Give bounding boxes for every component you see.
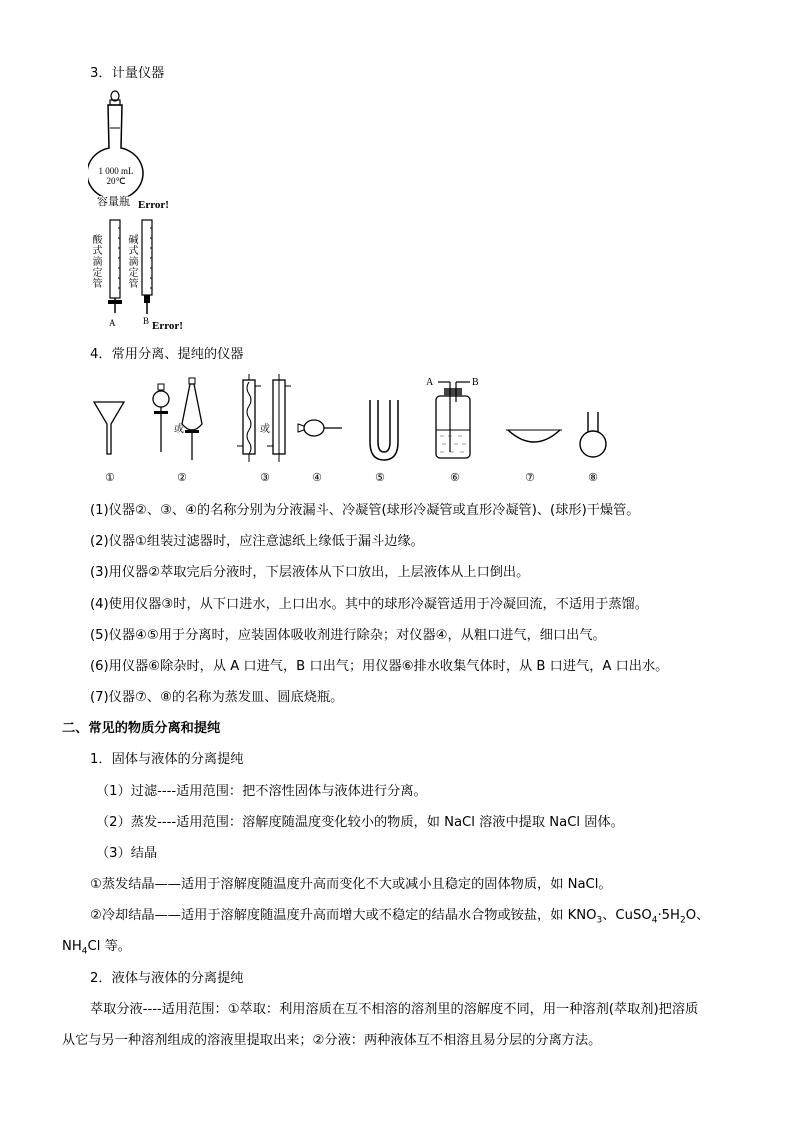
subsection-1-title: 1．固体与液体的分离提纯	[90, 752, 244, 767]
flask-temp-label: 20℃	[106, 176, 126, 186]
separation-apparatus-figure	[88, 374, 628, 466]
apparatus-number-5: ⑤	[375, 471, 385, 484]
item-5: (5)仪器④⑤用于分离时，应装固体吸收剂进行除杂；对仪器④，从粗口进气，细口出气。	[90, 628, 606, 643]
crystallization-cooling: ②冷却结晶——适用于溶解度随温度升高而增大或不稳定的结晶水合物或铵盐，如 $KNO_3$、$CuSO_4\cdot 5H_2O$、	[90, 908, 710, 926]
base-burette-label: 碱式滴定管	[128, 235, 139, 290]
or-label-2: 或	[260, 424, 270, 435]
error-text-1: Error!	[138, 199, 169, 211]
sub1-item-evaporation: （2）蒸发----适用范围：溶解度随温度变化较小的物质，如 NaCl 溶液中提取 NaCl 固体。	[96, 815, 624, 830]
crystallization-cooling-cont: $NH_4Cl$ 等。	[62, 939, 131, 957]
apparatus-number-2: ②	[177, 471, 187, 484]
extraction-line-2: 从它与另一种溶剂组成的溶液里提取出来；②分液：两种液体互不相溶且易分层的分离方法。	[62, 1033, 602, 1048]
flask-volume-label: 1 000 mL	[98, 166, 134, 176]
part-2-title: 二、常见的物质分离和提纯	[62, 721, 221, 736]
subsection-2-title: 2．液体与液体的分离提纯	[90, 971, 244, 986]
burette-a-label: A	[109, 318, 116, 328]
apparatus-number-8: ⑧	[588, 471, 598, 484]
burette-b-label: B	[143, 316, 150, 326]
acid-burette-label: 酸式滴定管	[92, 235, 103, 290]
sub1-item-filtration: （1）过滤----适用范围：把不溶性固体与液体进行分离。	[96, 784, 427, 799]
apparatus-number-3: ③	[260, 471, 270, 484]
item-1: (1)仪器②、③、④的名称分别为分液漏斗、冷凝管(球形冷凝管或直形冷凝管)、(球形)干燥管。	[90, 503, 640, 518]
or-label-1: 或	[174, 424, 184, 435]
flask-caption: 容量瓶	[97, 195, 130, 208]
item-4: (4)使用仪器③时，从下口进水，上口出水。其中的球形冷凝管适用于冷凝回流，不适用于蒸馏。	[90, 597, 648, 612]
apparatus-number-6: ⑥	[450, 471, 460, 484]
section-3-title: 3．计量仪器	[90, 66, 165, 81]
extraction-line-1: 萃取分液----适用范围：①萃取：利用溶质在互不相溶的溶剂里的溶解度不同，用一种溶剂(萃取剂)把溶质	[90, 1002, 699, 1017]
item-6: (6)用仪器⑥除杂时，从 A 口进气，B 口出气；用仪器⑥排水收集气体时，从 B 口进气，A 口出水。	[90, 659, 669, 674]
sub1-item-crystallization: （3）结晶	[96, 846, 158, 861]
item-3: (3)用仪器②萃取完后分液时，下层液体从下口放出，上层液体从上口倒出。	[90, 565, 530, 580]
item-7: (7)仪器⑦、⑧的名称为蒸发皿、圆底烧瓶。	[90, 690, 344, 705]
section-4-title: 4．常用分离、提纯的仪器	[90, 347, 244, 362]
crystallization-evaporative: ①蒸发结晶——适用于溶解度随温度升高而变化不大或减小且稳定的固体物质，如 NaCl。	[90, 877, 612, 892]
apparatus-number-4: ④	[312, 471, 322, 484]
apparatus-number-7: ⑦	[525, 471, 535, 484]
bottle-a-label: A	[426, 377, 434, 388]
apparatus-number-1: ①	[105, 471, 115, 484]
bottle-b-label: B	[472, 377, 479, 388]
error-text-2: Error!	[152, 320, 183, 332]
item-2: (2)仪器①组装过滤器时，应注意滤纸上缘低于漏斗边缘。	[90, 534, 424, 549]
